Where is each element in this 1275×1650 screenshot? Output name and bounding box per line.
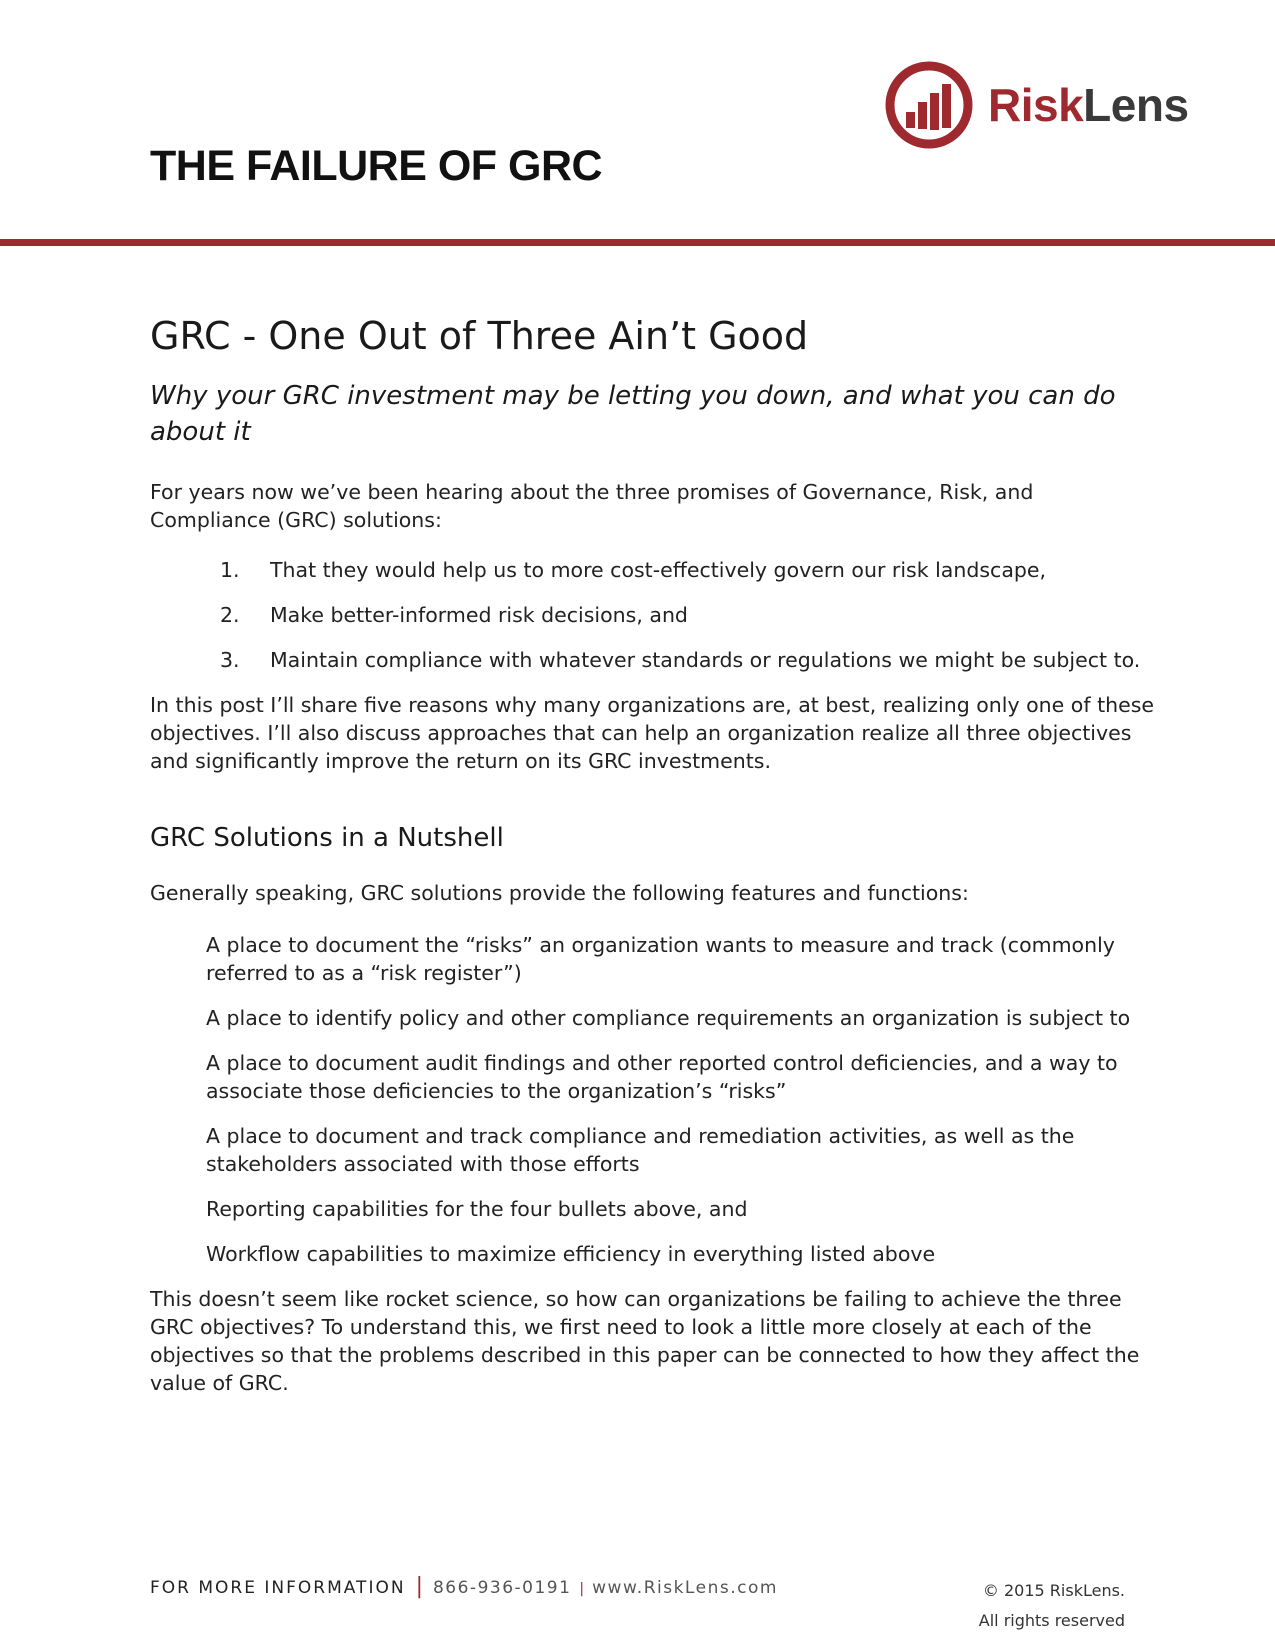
header-divider: [0, 239, 1275, 246]
features-list: [150, 931, 1160, 1268]
list-number: 3.: [220, 648, 240, 672]
footer-phone[interactable]: 866-936-0191: [432, 1578, 572, 1598]
footer-separator: |: [415, 1574, 423, 1599]
bar-chart-circle-icon: [884, 60, 974, 150]
rights-text: All rights reserved: [978, 1611, 1125, 1630]
logo-word-lens: Lens: [1083, 79, 1189, 131]
conclusion-paragraph: This doesn’t seem like rocket science, so how can organizations be failing to achieve the three GRC objectives? To understand this, we first need to look a little more closely at each of the objectives so that the problems described in this paper can be connected to how they affect the value of GRC.: [150, 1287, 1140, 1395]
section-heading: GRC Solutions in a Nutshell: [150, 823, 504, 853]
copyright-text: © 2015 RiskLens.: [982, 1581, 1125, 1600]
risklens-logo: [884, 60, 1189, 150]
list-item: [220, 556, 1160, 584]
logo-wordmark: [988, 78, 1189, 132]
list-item: A place to document and track compliance and remediation activities, as well as the stakeholders associated with those efforts: [206, 1124, 1075, 1176]
reasons-paragraph: In this post I’ll share five reasons why many organizations are, at best, realizing only one of these objectives. I’ll also discuss approaches that can help an organization realize all three objectives and significantly improve the return on its GRC investments.: [150, 693, 1155, 773]
list-item: [220, 646, 1160, 674]
document-title: THE FAILURE OF GRC: [150, 142, 603, 190]
logo-word-risk: Risk: [988, 79, 1084, 131]
article-subtitle: Why your GRC investment may be letting you down, and what you can do about it: [150, 381, 1116, 447]
copyright-notice: [979, 1576, 1125, 1636]
list-item: A place to document audit findings and other reported control deficiencies, and a way to associate those deficiencies to the organization’s “risks”: [206, 1051, 1118, 1103]
list-item: Workflow capabilities to maximize efficiency in everything listed above: [206, 1242, 936, 1266]
list-item-text: Maintain compliance with whatever standards or regulations we might be subject to.: [270, 648, 1141, 672]
list-item: [220, 601, 1160, 629]
article-body: [150, 308, 1160, 1397]
footer-label: FOR MORE INFORMATION: [150, 1578, 406, 1598]
list-number: 1.: [220, 558, 240, 582]
list-item: A place to identify policy and other compliance requirements an organization is subject to: [206, 1006, 1131, 1030]
article-heading: GRC - One Out of Three Ain’t Good: [150, 314, 809, 358]
footer-website-link[interactable]: www.RiskLens.com: [592, 1578, 778, 1598]
promises-list: [150, 556, 1160, 674]
list-item-text: That they would help us to more cost-effectively govern our risk landscape,: [270, 558, 1047, 582]
list-item-text: Make better-informed risk decisions, and: [270, 603, 688, 627]
list-number: 2.: [220, 603, 240, 627]
intro-paragraph: For years now we’ve been hearing about the three promises of Governance, Risk, and Compliance (GRC) solutions:: [150, 480, 1034, 532]
features-intro-paragraph: Generally speaking, GRC solutions provide the following features and functions:: [150, 881, 969, 905]
list-item: Reporting capabilities for the four bullets above, and: [206, 1197, 748, 1221]
footer-contact: [150, 1574, 778, 1599]
footer-separator: |: [579, 1581, 585, 1597]
list-item: A place to document the “risks” an organization wants to measure and track (commonly referred to as a “risk register”): [206, 933, 1115, 985]
